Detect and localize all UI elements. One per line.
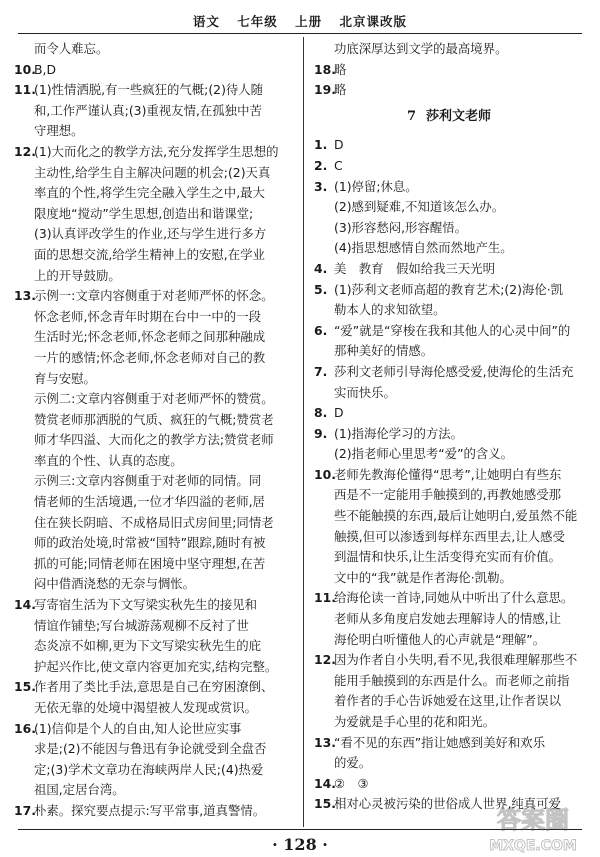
answer-item — [314, 156, 594, 177]
answer-item — [314, 60, 594, 81]
answer-number: 13. — [14, 288, 36, 304]
answer-text: 写寄宿生活为下文写梁实秋先生的接见和 情谊作铺垫;写台城游荡观柳不反衬了世 态炎凉不如柳,更为下文写梁实秋先生的庇 护起兴作比,使文章内容更加充实,结构完整。 — [34, 597, 278, 674]
answer-number: 16. — [14, 720, 36, 736]
answer-item — [314, 774, 594, 795]
answer-number: 12. — [314, 652, 336, 668]
header-grade: 七年级 — [237, 14, 278, 29]
answer-text: 示例一:文章内容侧重于对老师严怀的怀念。 怀念老师,怀念青年时期在台中一中的一段 生活时光;怀念老师,怀念老师之间那种融成 一片的感情;怀念老师,怀念老师对自己的教 育与安慰。 示例二:文章内容侧重于对老师严怀的赞赏。 赞赏老师那洒脱的气质、疯狂的气概;赞赏老 师才华四溢、大而化之的教学方法;赞赏老师 率直的个性、认真的态度。 示例三:文章内容侧重于对老师的同情。同 情老师的生活境遇,一位才华四溢的老师,居 住在狭长阴暗、不成格局旧式房间里;同情老 师的政治处境,时常被“国特”跟踪,随时有被 抓的可能;同情老师在困境中坚守理想,在苦 闷中借酒浇愁的无奈与惆怅。 — [34, 288, 274, 592]
answer-text: 莎利文老师引导海伦感受爱,使海伦的生活充 实而快乐。 — [334, 363, 574, 400]
header-volume: 上册 — [295, 14, 323, 29]
header-rule — [18, 33, 582, 34]
answer-item — [14, 80, 296, 142]
answer-text: 朴素。探究要点提示:写平常事,道真警情。 — [34, 802, 266, 818]
column-divider — [303, 37, 304, 827]
answer-text: ② ③ — [334, 775, 369, 791]
svg-text:答案圈: 答案圈 — [497, 806, 569, 834]
answer-text: (1)性情洒脱,有一些疯狂的气概;(2)待人随 和,工作严谨认真;(3)重视友情,在孤独中苦 守理想。 — [34, 82, 264, 139]
answer-item — [314, 280, 594, 321]
answer-item — [314, 177, 594, 259]
answer-number: 1. — [314, 137, 328, 153]
answer-text: (1)信仰是个人的自由,知人论世应实事 求是;(2)不能因与鲁迅有争论就受到全盘否 定;(3)学术文章功在海峡两岸人民;(4)热爱 祖国,定居台湾。 — [34, 720, 267, 798]
answer-item — [314, 465, 594, 589]
watermark-logo — [470, 796, 596, 856]
answer-number: 15. — [14, 679, 36, 695]
answer-number: 5. — [314, 281, 328, 297]
answer-number: 10. — [314, 466, 336, 482]
answer-number: 4. — [314, 260, 328, 276]
answer-number: 18. — [314, 61, 336, 77]
answer-item — [314, 588, 594, 650]
answer-number: 3. — [314, 178, 328, 194]
answer-number: 8. — [314, 405, 328, 421]
right-column — [314, 39, 594, 815]
answer-text: B,D — [34, 61, 56, 77]
answer-number: 6. — [314, 322, 328, 338]
answer-number: 11. — [314, 590, 336, 606]
left-column — [14, 39, 296, 822]
answer-text: (1)大而化之的教学方法,充分发挥学生思想的 主动性,给学生自主解决问题的机会;(2)天真 率直的个性,将学生完全融入学生之中,最大 限度地“搅动”学生思想,创造出和谐课堂; (3)认真评改学生的作业,还与学生进行多方 面的思想交流,给学生精神上的安慰,在学业 上的开导鼓励。 — [34, 143, 279, 283]
answer-text: “看不见的东西”指让她感到美好和欢乐 的爱。 — [334, 734, 546, 771]
answer-text: 老师先教海伦懂得“思考”,让她明白有些东 西是不一定能用手触摸到的,再教她感受那 些不能触摸的东西,最后让她明白,爱虽然不能 触摸,但可以渗透到每样东西里去,让人感受 到温情和快乐,让生活变得充实而有价值。 文中的“我”就是作者海伦·凯勒。 — [334, 466, 578, 585]
answer-text: 略 — [334, 61, 347, 77]
answer-number: 2. — [314, 157, 328, 173]
svg-text:MXQE.COM: MXQE.COM — [489, 838, 577, 854]
answer-text: 作者用了类比手法,意思是自己在穷困潦倒、 无依无靠的处境中渴望被人发现或赏识。 — [34, 679, 274, 715]
answer-number: 14. — [14, 597, 36, 613]
answer-text: C — [334, 157, 343, 173]
answer-number: 9. — [314, 425, 328, 441]
answer-number: 13. — [314, 734, 336, 750]
answer-text: (1)莎利文老师高超的教育艺术;(2)海伦·凯 勒本人的求知欲望。 — [334, 281, 564, 318]
answer-number: 19. — [314, 82, 336, 98]
answer-item — [14, 801, 296, 822]
answer-text: (1)停留;休息。 (2)感到疑难,不知道该怎么办。 (3)形容愁闷,形容醒悟。 (4)指思想感情自然而然地产生。 — [334, 178, 513, 256]
answer-text: “爱”就是“穿梭在我和其他人的心灵中间”的 那种美好的情感。 — [334, 322, 571, 359]
section-number: 7 — [406, 108, 417, 124]
answer-text: D — [334, 137, 344, 153]
header-edition: 北京课改版 — [339, 14, 408, 29]
answer-text: 给海伦读一首诗,同她从中听出了什么意思。 老师从多角度启发她去理解诗人的情感,让 海伦明白听懂他人的心声就是“理解”。 — [334, 590, 574, 647]
answer-item — [14, 595, 296, 677]
page-number: · 128 · — [272, 835, 328, 854]
answer-text: D — [334, 405, 344, 421]
header-subject: 语文 — [192, 14, 220, 29]
answer-text: (1)指海伦学习的方法。 (2)指老师心里思考“爱”的含义。 — [334, 425, 514, 462]
answer-item — [14, 286, 296, 595]
answer-item — [314, 362, 594, 403]
answer-item — [14, 677, 296, 718]
answer-text: 略 — [334, 82, 347, 98]
answer-item — [314, 403, 594, 424]
answer-number: 15. — [314, 796, 336, 812]
answer-item — [314, 650, 594, 732]
answer-number: 7. — [314, 363, 328, 379]
section-title: 莎利文老师 — [426, 108, 492, 124]
answer-number: 12. — [14, 143, 36, 159]
answer-item — [14, 142, 296, 286]
answer-number: 11. — [14, 82, 36, 98]
answer-text: 因为作者自小失明,看不见,我很难理解那些不 能用手触摸到的东西是什么。而老师之前指 着作者的手心告诉她爱在这里,让作者误以 为爱就是手心里的花和阳光。 — [334, 652, 578, 729]
answer-item — [314, 259, 594, 280]
answer-item — [14, 60, 296, 81]
answer-number: 10. — [14, 61, 36, 77]
answer-item — [14, 719, 296, 801]
answer-text: 美 教育 假如给我三天光明 — [334, 260, 496, 276]
answer-item — [314, 80, 594, 101]
answer-number: 17. — [14, 802, 36, 818]
answer-text: 相对心灵被污染的世俗成人世界,纯真可爱 — [334, 796, 561, 812]
answer-number: 14. — [314, 775, 336, 791]
page-header — [0, 12, 600, 30]
section-heading — [314, 101, 594, 136]
answer-item — [314, 135, 594, 156]
answer-item — [314, 424, 594, 465]
answer-item — [314, 733, 594, 774]
answer-item — [314, 321, 594, 362]
answer-continuation: 而令人难忘。 — [34, 41, 109, 56]
answer-continuation: 功底深厚达到文学的最高境界。 — [334, 41, 508, 56]
